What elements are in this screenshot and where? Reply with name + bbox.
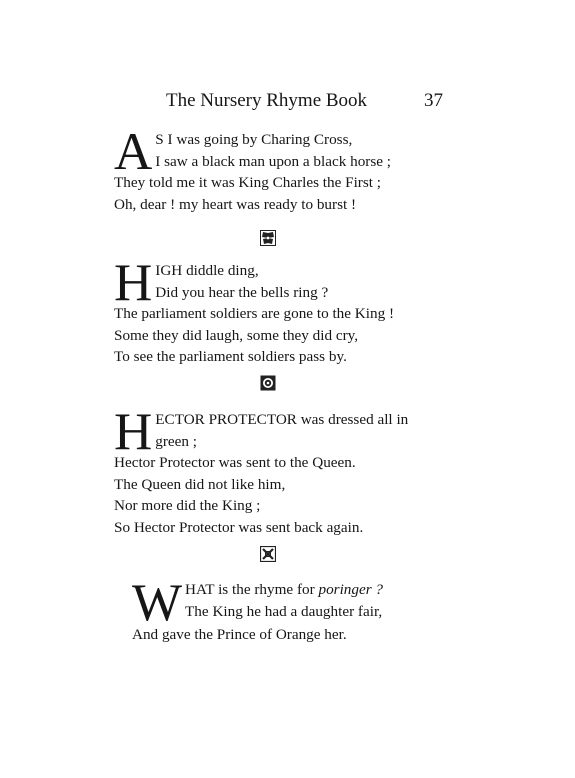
rhyme-high-diddle-ding xyxy=(114,254,454,368)
running-title: The Nursery Rhyme Book xyxy=(166,90,368,111)
rhyme-hector-protector xyxy=(114,403,454,538)
rhyme-line: And gave the Prince of Orange her. xyxy=(132,626,347,643)
rhyme-line: ECTOR PROTECTOR was dressed all in xyxy=(155,411,409,428)
drop-cap: H xyxy=(114,403,153,461)
knot-ornament-icon xyxy=(260,546,276,562)
rhyme-charing-cross xyxy=(114,123,454,215)
drop-cap: A xyxy=(114,123,153,181)
rhyme-line: green ; xyxy=(155,432,198,450)
rhyme-line: S I was going by Charing Cross, xyxy=(155,131,353,148)
page-number: 37 xyxy=(424,90,443,111)
drop-cap: W xyxy=(132,574,183,632)
page-header xyxy=(0,90,575,118)
rhyme-line: Did you hear the bells ring ? xyxy=(155,283,329,301)
rhyme-line: The parliament soldiers are gone to the King ! xyxy=(114,305,395,322)
italic-word: poringer ? xyxy=(318,581,384,598)
rhyme-line: They told me it was King Charles the First ; xyxy=(114,174,382,191)
rose-ornament-icon xyxy=(260,375,276,391)
rhyme-line: The Queen did not like him, xyxy=(114,475,286,493)
rhyme-poringer xyxy=(132,574,462,646)
drop-cap: H xyxy=(114,254,153,312)
rhyme-line-text: HAT is the rhyme for xyxy=(185,581,315,598)
rhyme-line: Some they did laugh, some they did cry, xyxy=(114,326,359,344)
rhyme-line: IGH diddle ding, xyxy=(155,262,259,279)
rhyme-line: To see the parliament soldiers pass by. xyxy=(114,348,347,365)
rhyme-line: Hector Protector was sent to the Queen. xyxy=(114,454,356,471)
rhyme-line: So Hector Protector was sent back again. xyxy=(114,518,364,536)
rhyme-line: I saw a black man upon a black horse ; xyxy=(155,152,392,170)
butterfly-ornament-icon xyxy=(260,230,276,246)
rhyme-line: Oh, dear ! my heart was ready to burst ! xyxy=(114,195,357,213)
rhyme-line: The King he had a daughter fair, xyxy=(185,602,383,620)
rhyme-line: Nor more did the King ; xyxy=(114,497,261,514)
